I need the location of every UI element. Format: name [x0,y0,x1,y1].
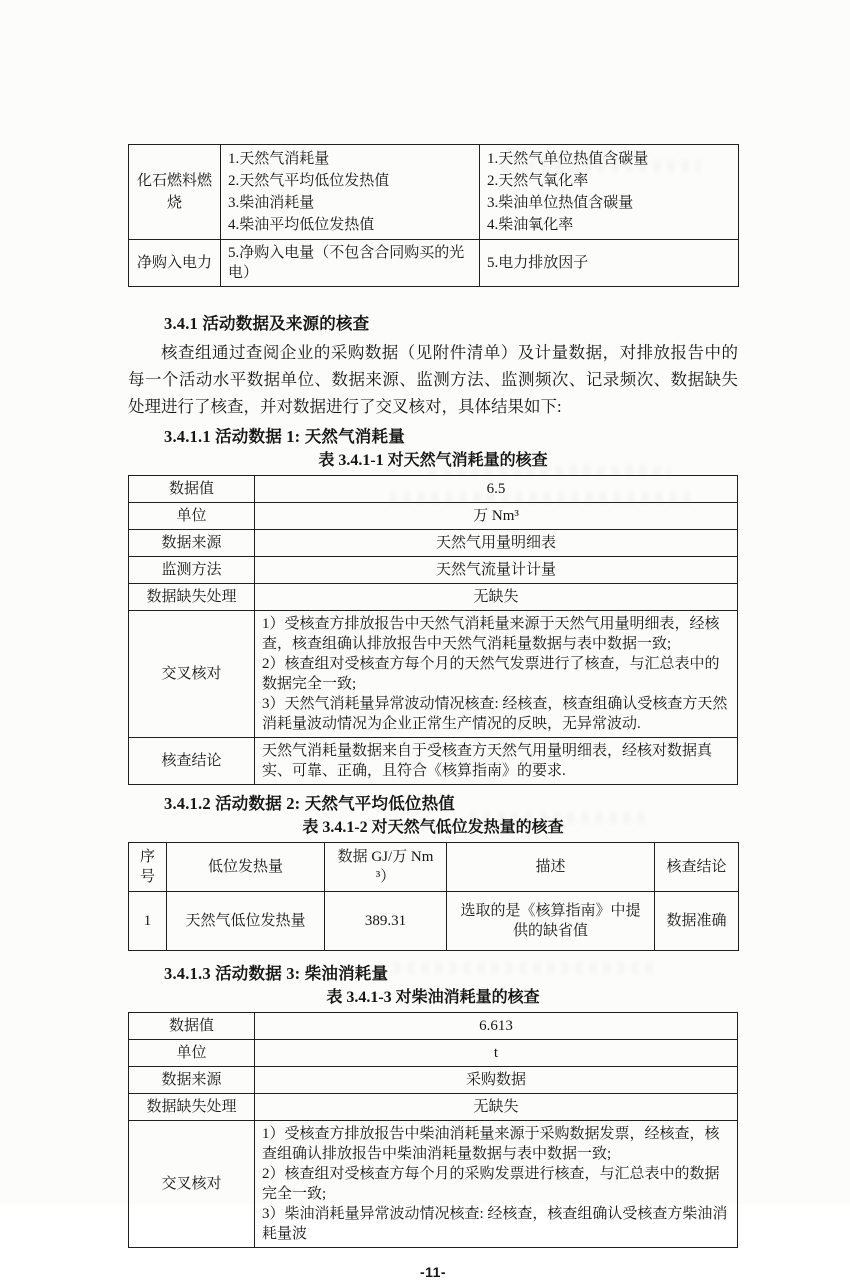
row-label-cell: 数据值 [129,1013,255,1040]
page-content [128,0,738,1280]
table-row [129,1040,738,1067]
column-header: 序号 [129,843,167,892]
row-value-cell: 无缺失 [255,1094,738,1121]
factor-item: 1.天然气单位热值含碳量 [487,151,649,167]
row-value-cell: 天然气流量计计量 [255,557,738,584]
activity-item: 2.天然气平均低位发热值 [228,173,390,189]
factor-item: 2.天然气氧化率 [487,173,589,189]
cross-check-item: 1）受核查方排放报告中柴油消耗量来源于采购数据发票，经核查，核查组确认排放报告中柴油消耗量数据与表中数据一致; [262,1126,720,1162]
conclusion-row [129,738,738,785]
section-341-paragraph: 核查组通过查阅企业的采购数据（见附件清单）及计量数据，对排放报告中的每一个活动水平数据单位、数据来源、监测方法、监测频次、记录频次、数据缺失处理进行了核查，并对数据进行了交叉核对，具体结果如下: [128,343,738,416]
activity-item: 4.柴油平均低位发热值 [228,217,375,233]
cross-check-row [129,1121,738,1248]
section-heading-3412: 3.4.1.2 活动数据 2: 天然气平均低位热值 [164,794,455,813]
activity-data-cell [221,145,480,240]
cross-check-item: 3）天然气消耗量异常波动情况核查: 经核查，核查组确认受核查方天然消耗量波动情况为企业正常生产情况的反映，无异常波动. [262,696,728,732]
row-label-cell: 数据来源 [129,530,255,557]
row-value-cell: t [255,1040,738,1067]
fuel-category-cell: 化石燃料燃烧 [129,145,221,240]
row-label-cell: 单位 [129,1040,255,1067]
row-label-cell: 交叉核对 [129,611,255,738]
cross-check-item: 3）柴油消耗量异常波动情况核查: 经核查，核查组确认受核查方柴油消耗量波 [262,1206,728,1242]
activity-item: 1.天然气消耗量 [228,151,330,167]
row-label-cell: 数据缺失处理 [129,1094,255,1121]
section-heading-3411: 3.4.1.1 活动数据 1: 天然气消耗量 [164,427,405,446]
emission-factor-cell: 5.电力排放因子 [480,240,739,287]
cross-check-row [129,611,738,738]
row-value-cell: 无缺失 [255,584,738,611]
ncv-value-cell: 389.31 [325,892,447,951]
emission-factor-cell [480,145,739,240]
table-title-3412: 表 3.4.1-2 对天然气低位发热量的核查 [302,819,564,836]
column-header: 核查结论 [655,843,739,892]
activity-item: 3.柴油消耗量 [228,195,315,211]
ncv-table [128,842,739,951]
natural-gas-consumption-table [128,475,738,785]
page-number: -11- [419,1264,447,1280]
cross-check-cell [255,611,738,738]
ncv-name-cell: 天然气低位发热量 [167,892,325,951]
table-title-3411: 表 3.4.1-1 对天然气消耗量的核查 [318,452,548,469]
fuel-category-cell: 净购入电力 [129,240,221,287]
section-heading-3413: 3.4.1.3 活动数据 3: 柴油消耗量 [164,964,389,983]
ncv-conclusion-cell: 数据准确 [655,892,739,951]
cross-check-item: 2）核查组对受核查方每个月的天然气发票进行了核查，与汇总表中的数据完全一致; [262,656,720,692]
column-header: 低位发热量 [167,843,325,892]
table-header-row [129,843,739,892]
cross-check-item: 1）受核查方排放报告中天然气消耗量来源于天然气用量明细表，经核查，核查组确认排放报告中天然气消耗量数据与表中数据一致; [262,616,720,652]
row-no-cell: 1 [129,892,167,951]
table-row [129,1067,738,1094]
table-row [129,557,738,584]
row-label-cell: 交叉核对 [129,1121,255,1248]
ncv-description-cell: 选取的是《核算指南》中提供的缺省值 [447,892,655,951]
table-row [129,240,739,287]
table-row [129,503,738,530]
table-row [129,1094,738,1121]
row-value-cell: 万 Nm³ [255,503,738,530]
emission-source-table [128,144,739,287]
row-label-cell: 单位 [129,503,255,530]
row-label-cell: 核查结论 [129,738,255,785]
row-value-cell: 6.5 [255,476,738,503]
cross-check-cell [255,1121,738,1248]
conclusion-cell: 天然气消耗量数据来自于受核查方天然气用量明细表，经核对数据真实、可靠、正确，且符合《核算指南》的要求. [255,738,738,785]
table-row [129,476,738,503]
factor-item: 3.柴油单位热值含碳量 [487,195,634,211]
diesel-consumption-table [128,1012,738,1248]
row-value-cell: 天然气用量明细表 [255,530,738,557]
cross-check-item: 2）核查组对受核查方每个月的采购发票进行核查，与汇总表中的数据完全一致; [262,1166,720,1202]
table-row [129,584,738,611]
row-label-cell: 监测方法 [129,557,255,584]
row-label-cell: 数据缺失处理 [129,584,255,611]
table-row [129,530,738,557]
row-label-cell: 数据值 [129,476,255,503]
column-header: 描述 [447,843,655,892]
table-title-3413: 表 3.4.1-3 对柴油消耗量的核查 [326,989,540,1006]
section-heading-341: 3.4.1 活动数据及来源的核查 [164,314,370,333]
factor-item: 4.柴油氧化率 [487,217,574,233]
table-row [129,145,739,240]
row-value-cell: 6.613 [255,1013,738,1040]
row-label-cell: 数据来源 [129,1067,255,1094]
column-header: 数据 GJ/万 Nm³） [325,843,447,892]
table-row [129,892,739,951]
row-value-cell: 采购数据 [255,1067,738,1094]
table-row [129,1013,738,1040]
activity-data-cell: 5.净购入电量（不包含合同购买的光电） [221,240,480,287]
